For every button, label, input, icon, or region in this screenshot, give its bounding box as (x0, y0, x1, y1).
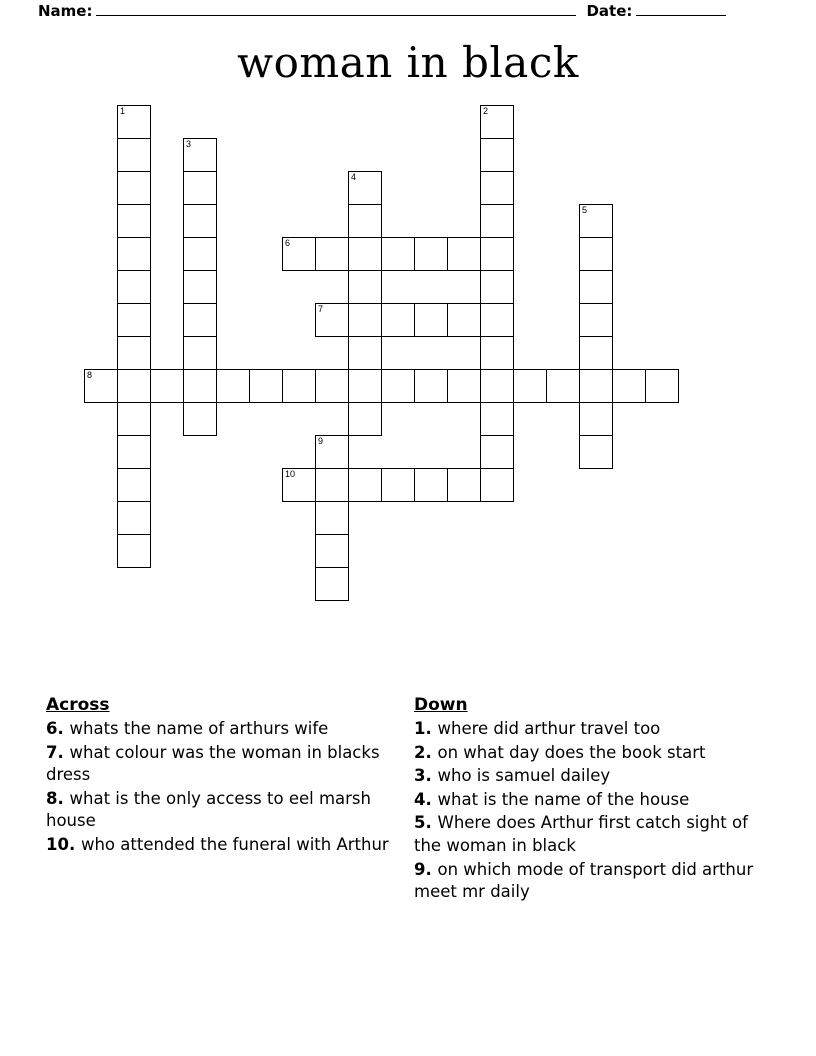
grid-cell[interactable] (348, 369, 382, 403)
grid-cell[interactable] (183, 171, 217, 205)
worksheet-header (38, 2, 778, 20)
grid-cell[interactable] (183, 204, 217, 238)
clue-text: whats the name of arthurs wife (69, 719, 329, 738)
grid-cell-number: 4 (351, 172, 357, 182)
clue-number: 10. (46, 834, 81, 854)
grid-cell[interactable] (480, 105, 514, 139)
clue-text: where did arthur travel too (437, 719, 661, 738)
grid-cell[interactable] (447, 369, 481, 403)
grid-cell[interactable] (315, 303, 349, 337)
grid-cell[interactable] (315, 501, 349, 535)
grid-cell[interactable] (480, 369, 514, 403)
grid-cell[interactable] (117, 204, 151, 238)
grid-cell[interactable] (579, 303, 613, 337)
clue-number: 2. (414, 742, 438, 762)
grid-cell[interactable] (348, 303, 382, 337)
grid-cell[interactable] (480, 468, 514, 502)
grid-cell[interactable] (480, 303, 514, 337)
grid-cell[interactable] (612, 369, 646, 403)
grid-cell[interactable] (117, 402, 151, 436)
date-label: Date: (586, 2, 633, 20)
clue-text: what colour was the woman in blacks dress (46, 742, 380, 785)
clue-number: 8. (46, 788, 70, 808)
clue-item (46, 788, 396, 833)
name-input-rule[interactable] (96, 3, 576, 16)
across-column (46, 695, 396, 905)
grid-cell[interactable] (447, 303, 481, 337)
name-label: Name: (38, 2, 93, 20)
grid-cell[interactable] (579, 270, 613, 304)
grid-cell[interactable] (348, 237, 382, 271)
grid-cell[interactable] (414, 468, 448, 502)
clue-number: 1. (414, 719, 438, 738)
grid-cell[interactable] (183, 369, 217, 403)
grid-cell[interactable] (315, 369, 349, 403)
page-title: woman in black (237, 38, 579, 87)
down-heading: Down (414, 695, 468, 715)
grid-cell[interactable] (282, 369, 316, 403)
grid-cell[interactable] (183, 336, 217, 370)
clue-item (46, 834, 396, 857)
clue-item (46, 742, 396, 787)
grid-cell[interactable] (117, 468, 151, 502)
clue-item (414, 812, 764, 857)
grid-cell[interactable] (513, 369, 547, 403)
date-input-rule[interactable] (636, 3, 726, 16)
grid-cell[interactable] (414, 303, 448, 337)
grid-cell[interactable] (579, 336, 613, 370)
grid-cell[interactable] (183, 237, 217, 271)
grid-cell[interactable] (117, 105, 151, 139)
grid-cell[interactable] (117, 171, 151, 205)
across-heading: Across (46, 695, 110, 715)
clue-number: 6. (46, 719, 70, 738)
clue-item (414, 789, 764, 812)
down-column (414, 695, 764, 905)
grid-cell[interactable] (315, 468, 349, 502)
grid-cell[interactable] (480, 435, 514, 469)
grid-cell[interactable] (381, 468, 415, 502)
grid-cell[interactable] (480, 336, 514, 370)
grid-cell-number: 7 (318, 304, 324, 314)
grid-cell[interactable] (480, 138, 514, 172)
across-clue-list (46, 718, 396, 857)
grid-cell[interactable] (117, 237, 151, 271)
clue-text: Where does Arthur first catch sight of the woman in black (414, 813, 748, 855)
clue-text: what is the only access to eel marsh house (46, 788, 371, 831)
grid-cell[interactable] (249, 369, 283, 403)
grid-cell[interactable] (414, 237, 448, 271)
grid-cell[interactable] (183, 402, 217, 436)
grid-cell[interactable] (117, 336, 151, 370)
grid-cell[interactable] (480, 171, 514, 205)
grid-cell[interactable] (447, 237, 481, 271)
grid-cell[interactable] (282, 237, 316, 271)
grid-cell[interactable] (348, 270, 382, 304)
grid-cell[interactable] (282, 468, 316, 502)
down-clue-list (414, 718, 764, 904)
grid-cell[interactable] (381, 303, 415, 337)
grid-cell[interactable] (183, 138, 217, 172)
grid-cell[interactable] (117, 303, 151, 337)
clue-text: on which mode of transport did arthur meet mr daily (414, 859, 754, 902)
grid-cell[interactable] (84, 369, 118, 403)
grid-cell[interactable] (480, 237, 514, 271)
grid-cell[interactable] (348, 336, 382, 370)
grid-cell[interactable] (183, 270, 217, 304)
grid-cell[interactable] (645, 369, 679, 403)
grid-cell[interactable] (480, 270, 514, 304)
grid-cell[interactable] (381, 369, 415, 403)
grid-cell[interactable] (480, 402, 514, 436)
grid-cell[interactable] (150, 369, 184, 403)
clue-item (414, 718, 764, 741)
crossword-grid (0, 105, 816, 645)
grid-cell-number: 1 (120, 106, 126, 116)
clue-text: who attended the funeral with Arthur (80, 834, 389, 854)
grid-cell[interactable] (117, 270, 151, 304)
grid-cell[interactable] (315, 567, 349, 601)
grid-cell-number: 5 (582, 205, 588, 215)
grid-cell-number: 9 (318, 436, 324, 446)
clue-number: 3. (414, 766, 438, 786)
grid-cell[interactable] (117, 534, 151, 568)
clue-text: what is the name of the house (437, 789, 690, 809)
clue-item (414, 859, 764, 904)
grid-cell[interactable] (579, 402, 613, 436)
clue-text: on what day does the book start (437, 742, 706, 762)
grid-cell-number: 10 (285, 469, 296, 479)
clue-number: 5. (414, 813, 438, 833)
grid-cell[interactable] (117, 501, 151, 535)
grid-cell[interactable] (579, 435, 613, 469)
grid-cell-number: 6 (285, 238, 291, 248)
grid-cell[interactable] (579, 204, 613, 238)
grid-cell[interactable] (117, 369, 151, 403)
clue-number: 9. (414, 859, 438, 879)
grid-cell[interactable] (183, 303, 217, 337)
grid-cell[interactable] (117, 138, 151, 172)
clue-item (414, 742, 764, 765)
grid-cell[interactable] (546, 369, 580, 403)
grid-cell-number: 3 (186, 139, 192, 149)
clues-section (46, 695, 776, 905)
grid-cell[interactable] (348, 204, 382, 238)
clue-item (46, 718, 396, 741)
grid-cell[interactable] (216, 369, 250, 403)
grid-cell-number: 8 (87, 370, 93, 380)
clue-text: who is samuel dailey (437, 766, 611, 786)
clue-number: 4. (414, 789, 438, 809)
grid-cell[interactable] (381, 237, 415, 271)
clue-number: 7. (46, 742, 70, 762)
grid-cell[interactable] (480, 204, 514, 238)
grid-cell[interactable] (315, 534, 349, 568)
grid-cell[interactable] (447, 468, 481, 502)
grid-cell[interactable] (414, 369, 448, 403)
grid-cell[interactable] (315, 237, 349, 271)
grid-cell[interactable] (117, 435, 151, 469)
grid-cell[interactable] (579, 237, 613, 271)
grid-cell[interactable] (579, 369, 613, 403)
grid-cell[interactable] (348, 171, 382, 205)
grid-cell[interactable] (348, 402, 382, 436)
grid-cell-number: 2 (483, 106, 489, 116)
grid-cell[interactable] (348, 468, 382, 502)
clue-item (414, 765, 764, 788)
grid-cell[interactable] (315, 435, 349, 469)
